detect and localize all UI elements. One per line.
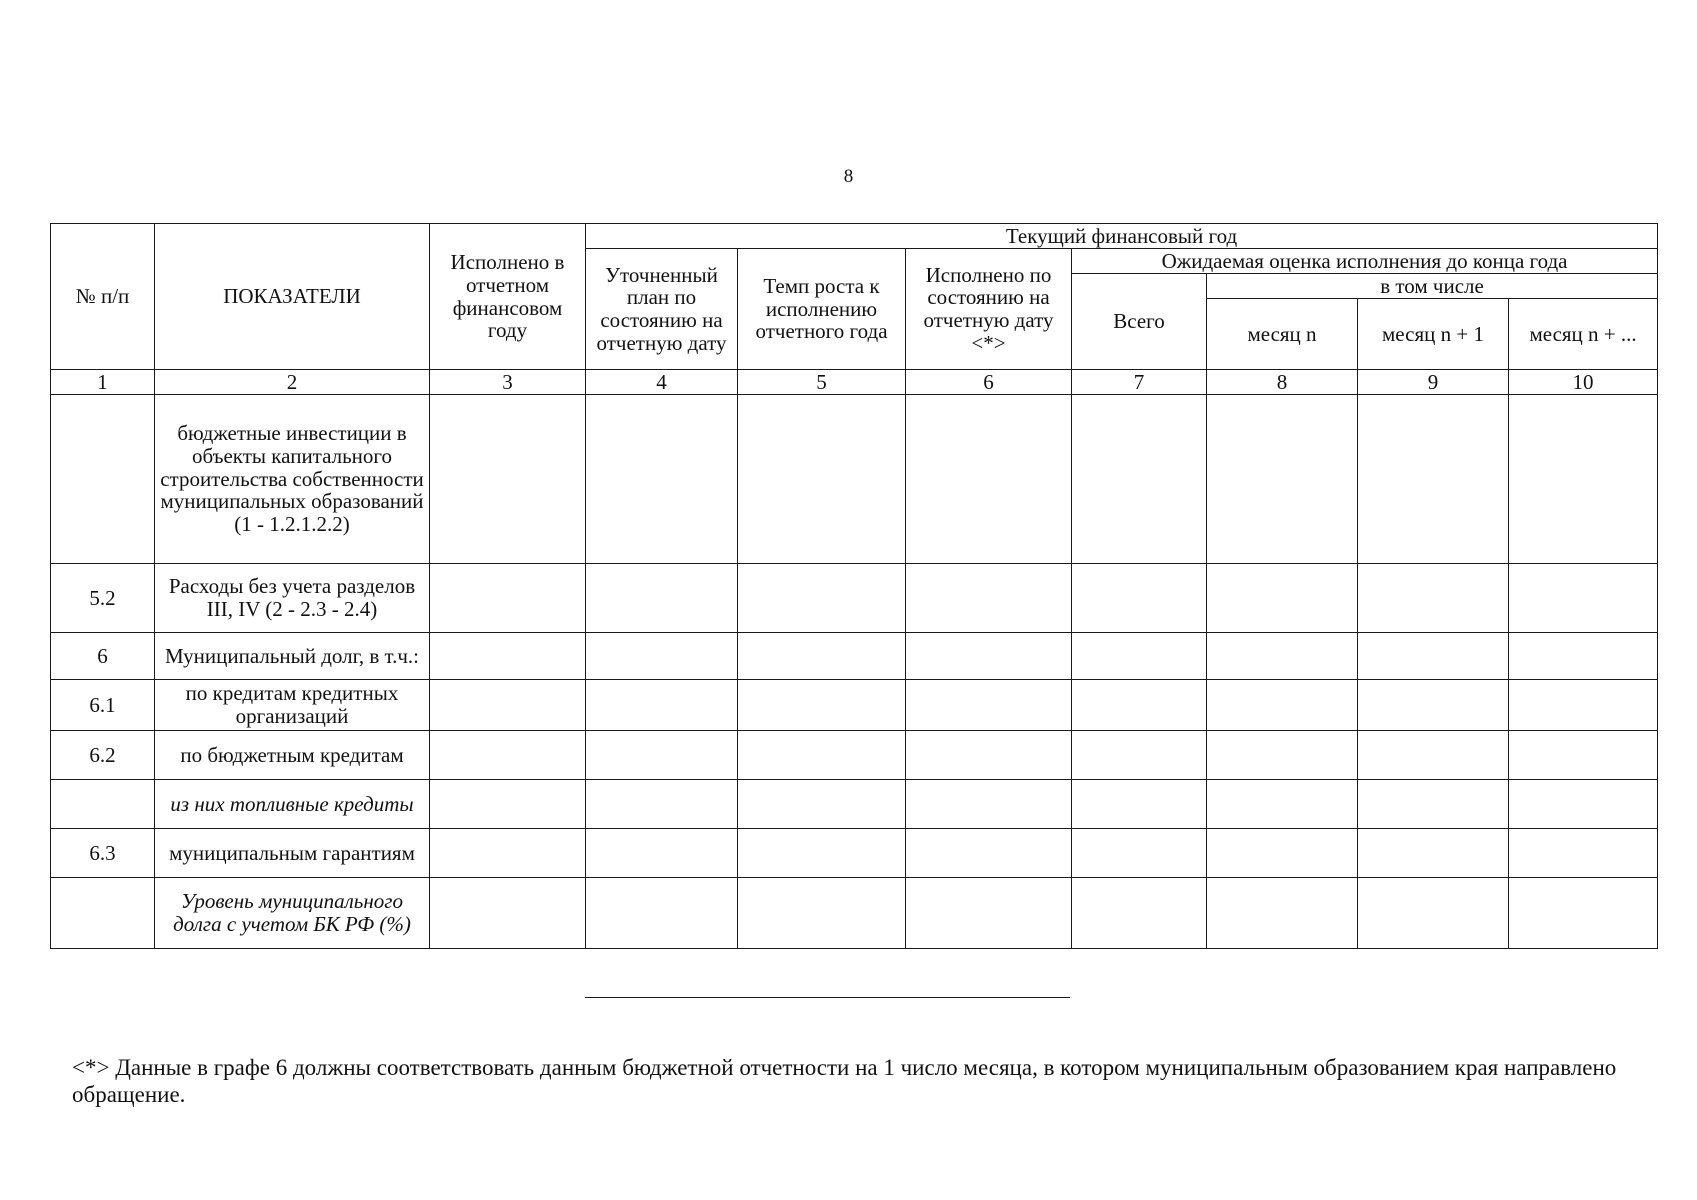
empty-cell <box>1509 731 1658 780</box>
row-number <box>51 878 155 949</box>
row-number: 6.3 <box>51 829 155 878</box>
empty-cell <box>906 878 1072 949</box>
table-row <box>51 633 1658 680</box>
empty-cell <box>586 564 738 633</box>
empty-cell <box>1072 395 1207 564</box>
column-number: 7 <box>1072 370 1207 395</box>
empty-cell <box>1358 731 1509 780</box>
empty-cell <box>906 633 1072 680</box>
row-number: 5.2 <box>51 564 155 633</box>
row-number <box>51 395 155 564</box>
empty-cell <box>1509 680 1658 731</box>
table-row <box>51 780 1658 829</box>
table-row <box>51 878 1658 949</box>
row-label: по кредитам кредитных организаций <box>155 680 430 731</box>
header-including: в том числе <box>1207 274 1658 299</box>
row-label: Муниципальный долг, в т.ч.: <box>155 633 430 680</box>
header-row-1 <box>51 224 1658 249</box>
empty-cell <box>586 680 738 731</box>
empty-cell <box>1358 878 1509 949</box>
empty-cell <box>738 395 906 564</box>
empty-cell <box>1509 564 1658 633</box>
empty-cell <box>738 731 906 780</box>
empty-cell <box>1207 780 1358 829</box>
empty-cell <box>430 395 586 564</box>
footnote-divider <box>585 997 1070 998</box>
empty-cell <box>430 829 586 878</box>
column-number: 9 <box>1358 370 1509 395</box>
empty-cell <box>430 878 586 949</box>
empty-cell <box>906 731 1072 780</box>
empty-cell <box>1072 564 1207 633</box>
empty-cell <box>586 395 738 564</box>
row-label: Уровень муниципального долга с учетом БК РФ (%) <box>155 878 430 949</box>
empty-cell <box>1207 680 1358 731</box>
empty-cell <box>738 564 906 633</box>
header-month-n1: месяц n + 1 <box>1358 299 1509 370</box>
header-expected-estimate: Ожидаемая оценка исполнения до конца года <box>1072 249 1658 274</box>
table-row <box>51 680 1658 731</box>
empty-cell <box>1207 564 1358 633</box>
empty-cell <box>738 680 906 731</box>
empty-cell <box>1358 564 1509 633</box>
column-number: 3 <box>430 370 586 395</box>
header-growth-rate: Темп роста к исполнению отчетного года <box>738 249 906 370</box>
empty-cell <box>586 633 738 680</box>
page-number: 8 <box>843 166 854 187</box>
header-total: Всего <box>1072 274 1207 370</box>
column-number: 2 <box>155 370 430 395</box>
table-row <box>51 829 1658 878</box>
table-row <box>51 564 1658 633</box>
empty-cell <box>430 633 586 680</box>
empty-cell <box>1509 395 1658 564</box>
empty-cell <box>1207 395 1358 564</box>
empty-cell <box>1358 633 1509 680</box>
empty-cell <box>1509 633 1658 680</box>
table-row <box>51 395 1658 564</box>
empty-cell <box>586 731 738 780</box>
empty-cell <box>1072 829 1207 878</box>
empty-cell <box>1072 633 1207 680</box>
empty-cell <box>1358 680 1509 731</box>
row-number: 6 <box>51 633 155 680</box>
empty-cell <box>430 564 586 633</box>
empty-cell <box>1072 878 1207 949</box>
empty-cell <box>1207 878 1358 949</box>
header-num: № п/п <box>51 224 155 370</box>
empty-cell <box>1509 829 1658 878</box>
footnote: <*> Данные в графе 6 должны соответствовать данным бюджетной отчетности на 1 число месяца, в котором муниципальным образованием края направлено обращение. <box>72 1055 1617 1107</box>
empty-cell <box>586 878 738 949</box>
table-row <box>51 731 1658 780</box>
empty-cell <box>430 780 586 829</box>
empty-cell <box>1072 680 1207 731</box>
header-executed-to-date: Исполнено по состоянию на отчетную дату <*> <box>906 249 1072 370</box>
empty-cell <box>906 829 1072 878</box>
empty-cell <box>1207 633 1358 680</box>
row-number: 6.2 <box>51 731 155 780</box>
empty-cell <box>430 680 586 731</box>
empty-cell <box>586 780 738 829</box>
header-executed-reporting-year: Исполнено в отчетном финансовом году <box>430 224 586 370</box>
empty-cell <box>1207 829 1358 878</box>
empty-cell <box>738 878 906 949</box>
row-label: муниципальным гарантиям <box>155 829 430 878</box>
column-number: 4 <box>586 370 738 395</box>
column-number: 10 <box>1509 370 1658 395</box>
header-month-n: месяц n <box>1207 299 1358 370</box>
row-label: по бюджетным кредитам <box>155 731 430 780</box>
empty-cell <box>1358 780 1509 829</box>
report-table <box>50 223 1658 949</box>
row-label: из них топливные кредиты <box>155 780 430 829</box>
row-number: 6.1 <box>51 680 155 731</box>
empty-cell <box>1358 395 1509 564</box>
empty-cell <box>906 780 1072 829</box>
empty-cell <box>738 633 906 680</box>
empty-cell <box>1509 878 1658 949</box>
row-label: Расходы без учета разделов III, IV (2 - 2.3 - 2.4) <box>155 564 430 633</box>
empty-cell <box>906 680 1072 731</box>
empty-cell <box>738 829 906 878</box>
empty-cell <box>906 395 1072 564</box>
column-number: 1 <box>51 370 155 395</box>
empty-cell <box>1358 829 1509 878</box>
column-number-row <box>51 370 1658 395</box>
empty-cell <box>1207 731 1358 780</box>
column-number: 6 <box>906 370 1072 395</box>
empty-cell <box>1509 780 1658 829</box>
header-month-n-more: месяц n + ... <box>1509 299 1658 370</box>
row-label: бюджетные инвестиции в объекты капитального строительства собственности муниципальных образований (1 - 1.2.1.2.2) <box>155 395 430 564</box>
column-number: 8 <box>1207 370 1358 395</box>
empty-cell <box>430 731 586 780</box>
empty-cell <box>738 780 906 829</box>
row-number <box>51 780 155 829</box>
header-adjusted-plan: Уточненный план по состоянию на отчетную дату <box>586 249 738 370</box>
column-number: 5 <box>738 370 906 395</box>
empty-cell <box>586 829 738 878</box>
empty-cell <box>1072 780 1207 829</box>
empty-cell <box>906 564 1072 633</box>
header-indicators: ПОКАЗАТЕЛИ <box>155 224 430 370</box>
header-current-year: Текущий финансовый год <box>586 224 1658 249</box>
empty-cell <box>1072 731 1207 780</box>
